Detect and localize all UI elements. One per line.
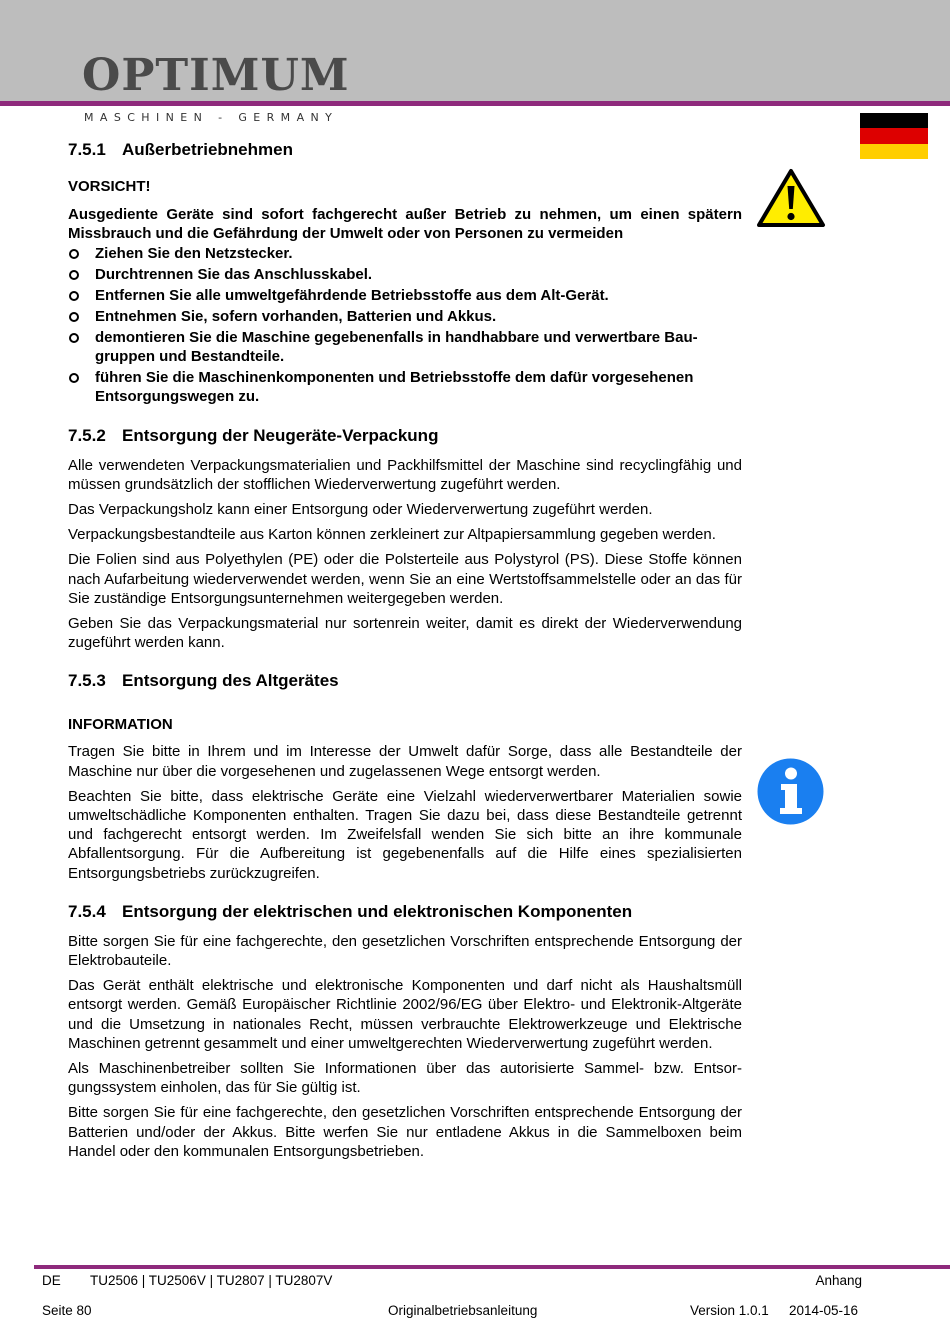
paragraph: Die Folien sind aus Polyethylen (PE) oder die Polsterteile aus Polystyrol (PS). Diese Stoffe können nach Aufarbeitung wiederverwendet werden, wenn Sie an eine Wertstoffsammelstelle oder an das für Sie zuständige Entsorgungsunternehmen weitergegeben werden.: [68, 551, 742, 607]
caution-label: VORSICHT!: [68, 178, 151, 195]
section-heading-7-5-1: [68, 138, 742, 162]
information-label: INFORMATION: [68, 716, 173, 734]
paragraph: Tragen Sie bitte in Ihrem und im Interesse der Umwelt dafür Sorge, dass alle Bestandteile der Maschine nur über die vorgesehenen und zugelassenen Wege entsorgt werden.: [68, 743, 742, 780]
paragraph: Geben Sie das Verpackungsmaterial nur sortenrein weiter, damit es direkt der Wiederverwendung zugeführt werden kann.: [68, 615, 742, 652]
paragraph: Alle verwendeten Verpackungsmaterialien und Packhilfsmittel der Maschine sind recyclingfähig und müssen grundsätzlich der stofflichen Wiederverwertung zugeführt werden.: [68, 456, 742, 493]
logo-title: OPTIMUM: [82, 50, 350, 101]
paragraph: Verpackungsbestandteile aus Karton können zerkleinert zur Altpapiersammlung gegeben werden.: [68, 526, 716, 544]
paragraph: Bitte sorgen Sie für eine fachgerechte, den gesetzlichen Vorschriften entsprechende Entsorgung der Batterien und/oder der Akkus. Bitte werfen Sie nur entladene Akkus in die Sammelboxen beim Handel oder den kommunalen Entsorgungsbetrieben.: [68, 1104, 742, 1160]
footer-chapter: Anhang: [815, 1273, 862, 1288]
logo-subtitle: MASCHINEN - GERMANY: [84, 111, 339, 124]
section-number: 7.5.2: [68, 425, 106, 445]
section-number: 7.5.4: [68, 901, 106, 921]
footer-page-number: Seite 80: [42, 1303, 92, 1318]
list-item: Durchtrennen Sie das Anschlusskabel.: [68, 265, 742, 284]
paragraph: Das Verpackungsholz kann einer Entsorgung oder Wiederverwertung zugeführt werden.: [68, 501, 653, 519]
list-item: Ziehen Sie den Netzstecker.: [68, 244, 742, 263]
caution-list: [68, 244, 742, 406]
paragraph: Bitte sorgen Sie für eine fachgerechte, den gesetzlichen Vorschriften entsprechende Entsorgung der Elektrobauteile.: [68, 932, 742, 970]
footer-version: Version 1.0.1: [690, 1303, 769, 1318]
section-title: Entsorgung der Neugeräte-Verpackung: [122, 425, 439, 445]
footer-doc-type: Originalbetriebsanleitung: [388, 1303, 538, 1318]
section-title: Entsorgung des Altgerätes: [122, 671, 339, 691]
caution-intro: Ausgediente Geräte sind sofort fachgerecht außer Betrieb zu nehmen, um einen spätern Missbrauch und die Gefährdung der Umwelt oder von Personen zu vermeiden: [68, 206, 742, 243]
footer-language: DE: [42, 1273, 61, 1288]
page-content: [68, 138, 742, 1161]
paragraph: Das Gerät enthält elektrische und elektronische Komponenten und darf nicht als Haushaltsmüll entsorgt werden. Gemäß Europäischer Richtlinie 2002/96/EG über Elektro- und Elektronik-Altgeräte und die Umsetzung in nationales Recht, müssen verbrauchte Elektrowerkzeuge und Elektrische Maschinen getrennt gesammelt und einer umweltgerechten Wiederverwertung zugeführt werden.: [68, 977, 742, 1052]
paragraph: Als Maschinenbetreiber sollten Sie Informationen über das autorisierte Sammel- bzw. Entsorgungssystem einholen, das für Sie gültig ist.: [68, 1060, 742, 1097]
list-item: Entfernen Sie alle umweltgefährdende Betriebsstoffe aus dem Alt-Gerät.: [68, 286, 742, 305]
section-title: Außerbetriebnehmen: [122, 140, 293, 159]
section-heading-7-5-3: [68, 669, 742, 693]
section-title: Entsorgung der elektrischen und elektronischen Komponenten: [122, 901, 633, 921]
footer-divider: [34, 1265, 950, 1269]
footer-date: 2014-05-16: [789, 1303, 859, 1318]
section-number: 7.5.3: [68, 671, 106, 691]
info-circle-icon: [757, 758, 824, 825]
german-flag-icon: [860, 113, 928, 159]
footer-models: TU2506 | TU2506V | TU2807 | TU2807V: [90, 1273, 333, 1288]
section-heading-7-5-4: [68, 900, 742, 924]
warning-triangle-icon: [756, 168, 826, 228]
section-heading-7-5-2: [68, 424, 742, 448]
paragraph: Beachten Sie bitte, dass elektrische Geräte eine Vielzahl wiederverwertbarer Materialien sowie umweltschädliche Komponenten enthalten. Tragen Sie dazu bei, dass diese Bestandteile getrennt und fachgerecht entsorgt werden. Im Zweifelsfall wenden Sie sich bitte an ihre kommunale Abfallentsorgung. Für die Aufbereitung ist gegebenenfalls auf die Hilfe eines spezialisierten Entsorgungsbetriebs zurückzugreifen.: [68, 787, 742, 882]
list-item: führen Sie die Maschinenkomponenten und Betriebsstoffe dem dafür vorgesehenen Entsorgungswegen zu.: [68, 368, 742, 407]
list-item: Entnehmen Sie, sofern vorhanden, Batterien und Akkus.: [68, 307, 742, 326]
list-item: demontieren Sie die Maschine gegebenenfalls in handhabbare und verwertbare Baugruppen und Bestandteile.: [68, 328, 742, 367]
section-number: 7.5.1: [68, 140, 106, 159]
